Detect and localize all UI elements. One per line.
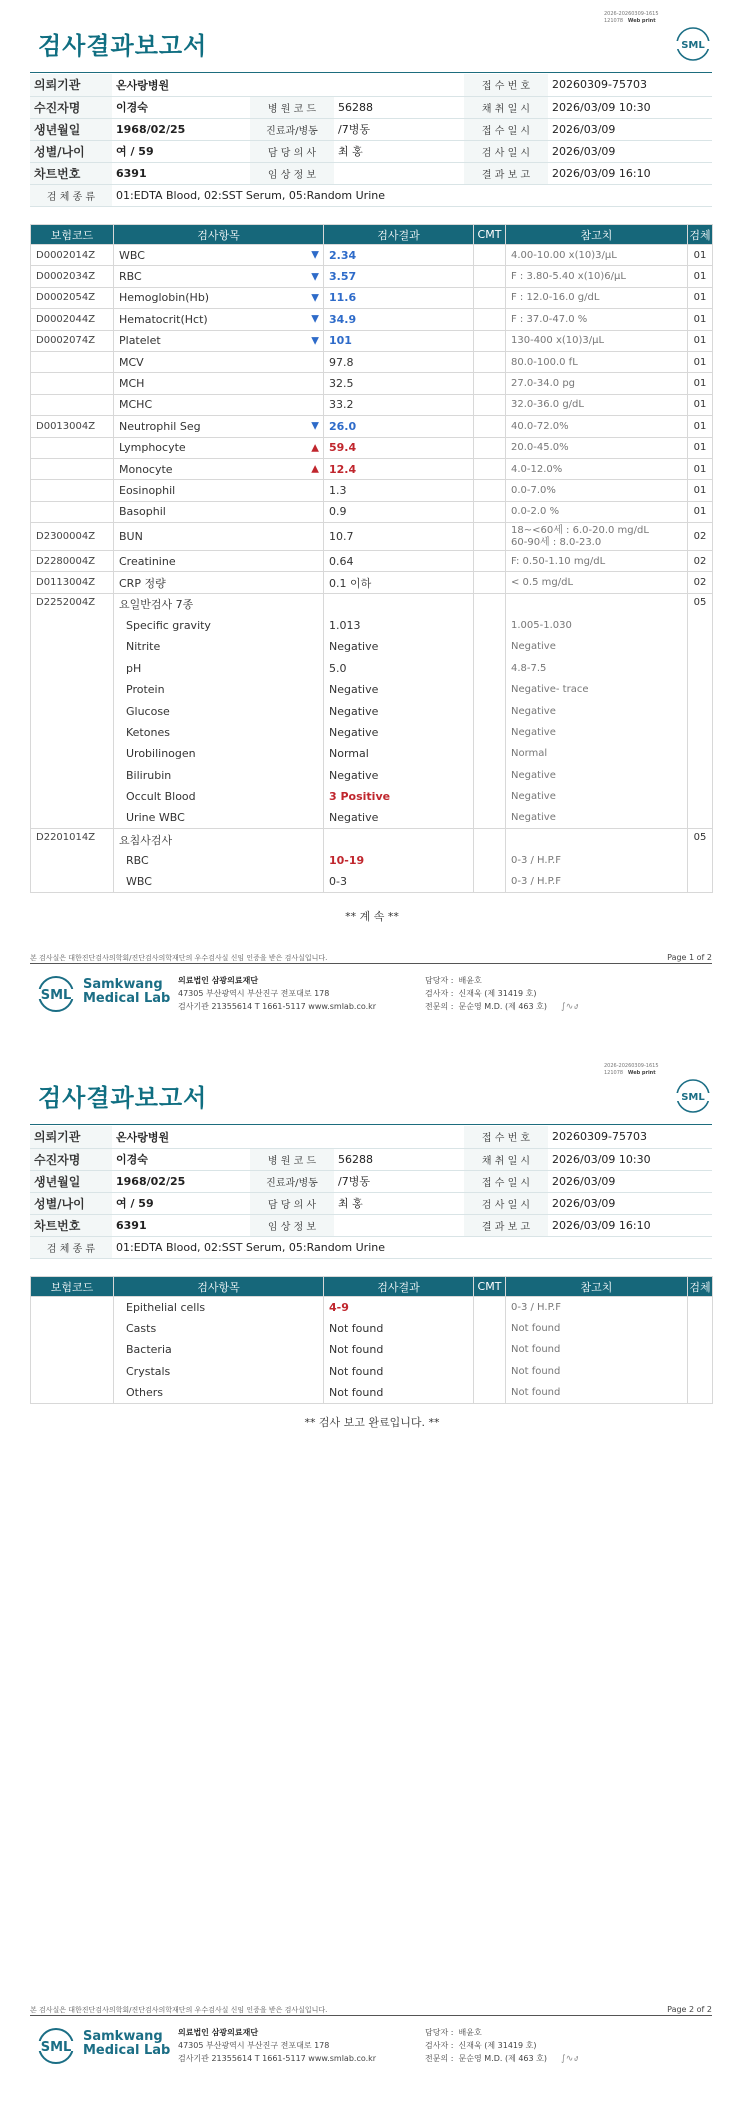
low-flag-icon: ▼ (311, 420, 319, 432)
result-row: RBC 10-19 0-3 / H.P.F (31, 850, 713, 871)
result-row: WBC 0-3 0-3 / H.P.F (31, 871, 713, 892)
svg-text:SML: SML (681, 40, 705, 51)
sml-footer-logo-icon (36, 974, 80, 1014)
patient-info-table: 의뢰기관 온사랑병원 접 수 번 호 20260309-75703 수진자명 이경숙 병 원 코 드 56288 채 취 일 시 2026/03/09 10:30 생년월일 1968/02/25 진료과/병동 /7병동 접 수 일 시 2026/03/09 성별/나이 여 / 59 담 당 의 사 최 홍 검 사 일 시 2026/03/09 차트번호 6391 임 상 정 보 결 과 보 고 2026/03/09 16:10 검 체 종 류 01:EDTA Blood, 02:SST Serum, 05:Random Urine (30, 74, 712, 207)
patient-info-table: 의뢰기관 온사랑병원 접 수 번 호 20260309-75703 수진자명 이경숙 병 원 코 드 56288 채 취 일 시 2026/03/09 10:30 생년월일 1968/02/25 진료과/병동 /7병동 접 수 일 시 2026/03/09 성별/나이 여 / 59 담 당 의 사 최 홍 검 사 일 시 2026/03/09 차트번호 6391 임 상 정 보 결 과 보 고 2026/03/09 16:10 검 체 종 류 01:EDTA Blood, 02:SST Serum, 05:Random Urine (30, 1126, 712, 1259)
result-row: Monocyte ▲ 12.4 4.0-12.0% 01 (31, 458, 713, 479)
result-row: MCHC 33.2 32.0-36.0 g/dL 01 (31, 394, 713, 415)
result-row: Occult Blood 3 Positive Negative (31, 786, 713, 807)
result-row: Epithelial cells 4-9 0-3 / H.P.F (31, 1297, 713, 1318)
result-group-header: D2201014Z 요침사검사 05 (31, 829, 713, 850)
result-row: Bilirubin Negative Negative (31, 764, 713, 785)
result-row: D2300004Z BUN 10.7 18~<60세 : 6.0-20.0 mg/dL 60-90세 : 8.0-23.0 02 (31, 523, 713, 551)
lab-address: 의료법인 삼광의료재단 47305 부산광역시 부산진구 전포대로 178 검사기관 21355614 T 1661-5117 www.smlab.co.kr (178, 976, 377, 1011)
high-flag-icon: ▲ (311, 463, 319, 475)
print-reference: 2026-20260309-1615 121078 Web print (604, 1063, 659, 1076)
result-row: D0013004Z Neutrophil Seg ▼ 26.0 40.0-72.0% 01 (31, 416, 713, 437)
result-row: Urine WBC Negative Negative (31, 807, 713, 828)
result-row: Nitrite Negative Negative (31, 636, 713, 657)
hospital-value: 온사랑병원 (112, 74, 464, 96)
result-row: pH 5.0 4.8-7.5 (31, 658, 713, 679)
result-row: Others Not found Not found (31, 1382, 713, 1403)
sml-logo-icon (675, 1078, 711, 1114)
page-title: 검사결과보고서 (38, 32, 208, 60)
lab-signatures: 담당자 : 배윤호 검사자 : 신재욱 (제 31419 호) 전문의 : 문순영 M.D. (제 463 호) ∫∿ง (425, 2028, 578, 2064)
report-page-2 (0, 1052, 744, 2104)
result-row: Protein Negative Negative- trace (31, 679, 713, 700)
result-row: D2280004Z Creatinine 0.64 F: 0.50-1.10 mg/dL 02 (31, 551, 713, 572)
result-row: D0002014Z WBC ▼ 2.34 4.00-10.00 x(10)3/μL 01 (31, 245, 713, 266)
low-flag-icon: ▼ (311, 292, 319, 304)
svg-text:SML: SML (40, 988, 72, 1003)
sml-footer-logo-icon (36, 2026, 80, 2066)
footer-note: 본 검사실은 대한진단검사의학회/진단검사의학재단의 우수검사실 신임 인증을 받은 검사실입니다. (30, 954, 328, 962)
result-row: Lymphocyte ▲ 59.4 20.0-45.0% 01 (31, 437, 713, 458)
receipt-no-value: 20260309-75703 (548, 74, 712, 96)
lab-address: 의료법인 삼광의료재단 47305 부산광역시 부산진구 전포대로 178 검사기관 21355614 T 1661-5117 www.smlab.co.kr (178, 2028, 377, 2063)
svg-text:SML: SML (681, 1092, 705, 1103)
page-number: Page 2 of 2 (667, 2005, 712, 2014)
result-row: Basophil 0.9 0.0-2.0 % 01 (31, 501, 713, 522)
samkwang-logo: SML Samkwang Medical Lab (36, 2024, 186, 2068)
result-row: D0002054Z Hemoglobin(Hb) ▼ 11.6 F : 12.0-16.0 g/dL 01 (31, 287, 713, 308)
results-table: 보험코드 검사항목 검사결과 CMT 참고치 검체 D0002014Z WBC ▼ 2.34 4.00-10.00 x(10)3/μL 01 D0002034Z RBC ▼ 3.57 F : 3.80-5.40 x(10)6/μL 01 D0002054Z Hemoglobin(Hb) ▼ 11.6 F : 12.0-16.0 g/dL 01 D0002044Z Hematocrit(Hct) ▼ 34.9 F : 37.0-47.0 % 01 D0002074Z Platelet ▼ 101 130-400 x(10)3/μL 01 MCV 97.8 80.0-100.0 fL 01 MCH 32.5 27.0-34.0 pg 01 MCHC 33.2 32.0-36.0 g/dL 01 D0013004Z Neutrophil Seg ▼ 26.0 40.0-72.0% 01 Lymphocyte ▲ 59.4 20.0-45.0% 01 Monocyte ▲ 12.4 4.0-12.0% 01 Eosinophil 1.3 0.0-7.0% 01 Basophil 0.9 0.0-2.0 % 01 D2300004Z BUN 10.7 18~<60세 : 6.0-20.0 mg/dL 60-90세 : 8.0-23.0 02 D2280004Z Creatinine 0.64 F: 0.50-1.10 mg/dL 02 D0113004Z CRP 정량 0.1 이하 < 0.5 mg/dL 02 D2252004Z 요일반검사 7종 05 Specific gravity 1.013 1.005-1.030 Nitrite Negative Negative pH 5.0 4.8-7.5 Protein Negative Negative- trace Glucose Negative Negative Ketones Negative Negative Urobilinogen Normal Normal Bilirubin Negative Negative Occult Blood 3 Positive Negative Urine WBC Negative Negative D2201014Z 요침사검사 05 RBC 10-19 0-3 / H.P.F WBC 0-3 0-3 / H.P.F (30, 224, 713, 893)
result-row: Ketones Negative Negative (31, 722, 713, 743)
svg-text:SML: SML (40, 2040, 72, 2055)
result-row: MCV 97.8 80.0-100.0 fL 01 (31, 351, 713, 372)
completed-notice: ** 검사 보고 완료입니다. ** (304, 1416, 440, 1429)
samkwang-logo: SML Samkwang Medical Lab (36, 972, 186, 1016)
patient-name-value: 이경숙 (112, 96, 250, 118)
result-row: MCH 32.5 27.0-34.0 pg 01 (31, 373, 713, 394)
result-row: D0002034Z RBC ▼ 3.57 F : 3.80-5.40 x(10)6/μL 01 (31, 266, 713, 287)
sml-logo-icon (675, 26, 711, 62)
page-title: 검사결과보고서 (38, 1084, 208, 1112)
print-reference: 2026-20260309-1615 121078 Web print (604, 11, 659, 24)
result-row: Urobilinogen Normal Normal (31, 743, 713, 764)
high-flag-icon: ▲ (311, 442, 319, 454)
low-flag-icon: ▼ (311, 271, 319, 283)
results-table-continued: 보험코드 검사항목 검사결과 CMT 참고치 검체 Epithelial cells 4-9 0-3 / H.P.F Casts Not found Not found Bacteria Not found Not found Crystals Not found Not found Others Not found Not found (30, 1276, 713, 1404)
result-row: D0113004Z CRP 정량 0.1 이하 < 0.5 mg/dL 02 (31, 572, 713, 593)
result-row: Eosinophil 1.3 0.0-7.0% 01 (31, 480, 713, 501)
result-row: Specific gravity 1.013 1.005-1.030 (31, 615, 713, 636)
result-row: Bacteria Not found Not found (31, 1339, 713, 1360)
result-row: Crystals Not found Not found (31, 1361, 713, 1382)
result-row: D0002044Z Hematocrit(Hct) ▼ 34.9 F : 37.0-47.0 % 01 (31, 309, 713, 330)
low-flag-icon: ▼ (311, 335, 319, 347)
result-row: Glucose Negative Negative (31, 700, 713, 721)
result-row: Casts Not found Not found (31, 1318, 713, 1339)
lab-signatures: 담당자 : 배윤호 검사자 : 신재욱 (제 31419 호) 전문의 : 문순영 M.D. (제 463 호) ∫∿ง (425, 976, 578, 1012)
low-flag-icon: ▼ (311, 313, 319, 325)
result-row: D0002074Z Platelet ▼ 101 130-400 x(10)3/μL 01 (31, 330, 713, 351)
low-flag-icon: ▼ (311, 249, 319, 261)
continued-notice: ** 계 속 ** (345, 910, 399, 923)
result-group-header: D2252004Z 요일반검사 7종 05 (31, 593, 713, 614)
page-number: Page 1 of 2 (667, 953, 712, 962)
footer-note: 본 검사실은 대한진단검사의학회/진단검사의학재단의 우수검사실 신임 인증을 받은 검사실입니다. (30, 2006, 328, 2014)
